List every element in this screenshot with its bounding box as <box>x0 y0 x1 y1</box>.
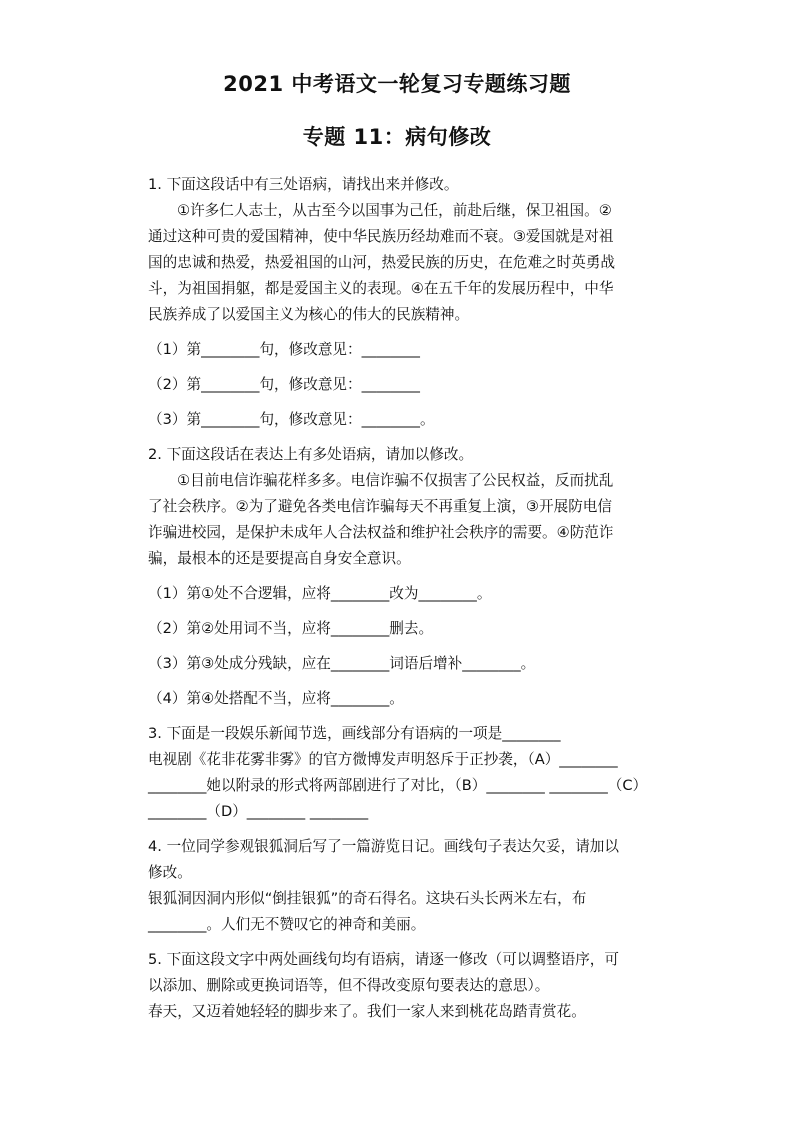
question-2 <box>148 442 668 712</box>
topic-title: 专题 11：病句修改 <box>302 125 492 149</box>
question-stem: 以添加、删除或更换词语等，但不得改变原句要表达的意思）。 <box>148 977 550 994</box>
passage-line: 了社会秩序。②为了避免各类电信诈骗每天不再重复上演，③开展防电信 <box>148 498 612 515</box>
passage-line: ①目前电信诈骗花样多多。电信诈骗不仅损害了公民权益，反而扰乱 <box>177 472 614 489</box>
passage-line: 银狐洞因洞内形似“倒挂银狐”的奇石得名。这块石头长两米左右，布 <box>148 890 587 907</box>
passage-line: 春天，又迈着她轻轻的脚步来了。我们一家人来到桃花岛踏青赏花。 <box>148 1003 586 1020</box>
passage-line: 电视剧《花非花雾非雾》的官方微博发声明怒斥于正抄袭，（A）________ <box>148 751 618 768</box>
answer-item: （3）第③处成分残缺，应在________词语后增补________。 <box>148 655 536 672</box>
question-1 <box>148 172 668 433</box>
answer-item: （1）第①处不合逻辑，应将________改为________。 <box>148 585 492 602</box>
passage-line: 民族养成了以爱国主义为核心的伟大的民族精神。 <box>148 306 470 323</box>
question-5 <box>148 947 668 1025</box>
answer-item: （3）第________句，修改意见：________。 <box>148 411 435 428</box>
answer-item: （2）第________句，修改意见：________ <box>148 376 420 393</box>
passage-line: ________（D）________ ________ <box>148 803 369 820</box>
question-stem: 5. 下面这段文字中两处画线句均有语病，请逐一修改（可以调整语序，可 <box>148 951 619 968</box>
question-stem: 1. 下面这段话中有三处语病，请找出来并修改。 <box>148 176 459 193</box>
passage-line: 骗，最根本的还是要提高自身安全意识。 <box>148 550 411 567</box>
passage-line: 斗，为祖国捐躯，都是爱国主义的表现。④在五千年的发展历程中，中华 <box>148 280 614 297</box>
question-stem: 2. 下面这段话在表达上有多处语病，请加以修改。 <box>148 446 474 463</box>
answer-item: （2）第②处用词不当，应将________删去。 <box>148 620 434 637</box>
passage-line: ①许多仁人志士，从古至今以国事为己任，前赴后继，保卫祖国。② <box>177 202 612 219</box>
passage-line: 通过这种可贵的爱国精神，使中华民族历经劫难而不衰。③爱国就是对祖 <box>148 228 614 245</box>
passage-line: 国的忠诚和热爱，热爱祖国的山河，热爱民族的历史，在危难之时英勇战 <box>148 254 616 271</box>
question-3 <box>148 721 668 825</box>
question-4 <box>148 834 668 938</box>
passage-line: 诈骗进校园，是保护未成年人合法权益和维护社会秩序的需要。④防范诈 <box>148 524 614 541</box>
question-stem: 修改。 <box>148 864 192 881</box>
document-title: 2021 中考语文一轮复习专题练习题 <box>223 72 571 96</box>
answer-item: （1）第________句，修改意见：________ <box>148 341 420 358</box>
exercise-content <box>148 172 668 1025</box>
passage-line: ________。人们无不赞叹它的神奇和美丽。 <box>148 916 426 933</box>
question-stem: 3. 下面是一段娱乐新闻节选，画线部分有语病的一项是________ <box>148 725 561 742</box>
question-stem: 4. 一位同学参观银狐洞后写了一篇游览日记。画线句子表达欠妥，请加以 <box>148 838 619 855</box>
passage-line: ________她以附录的形式将两部剧进行了对比，（B）________ ________（C） <box>148 777 648 794</box>
answer-item: （4）第④处搭配不当，应将________。 <box>148 690 404 707</box>
